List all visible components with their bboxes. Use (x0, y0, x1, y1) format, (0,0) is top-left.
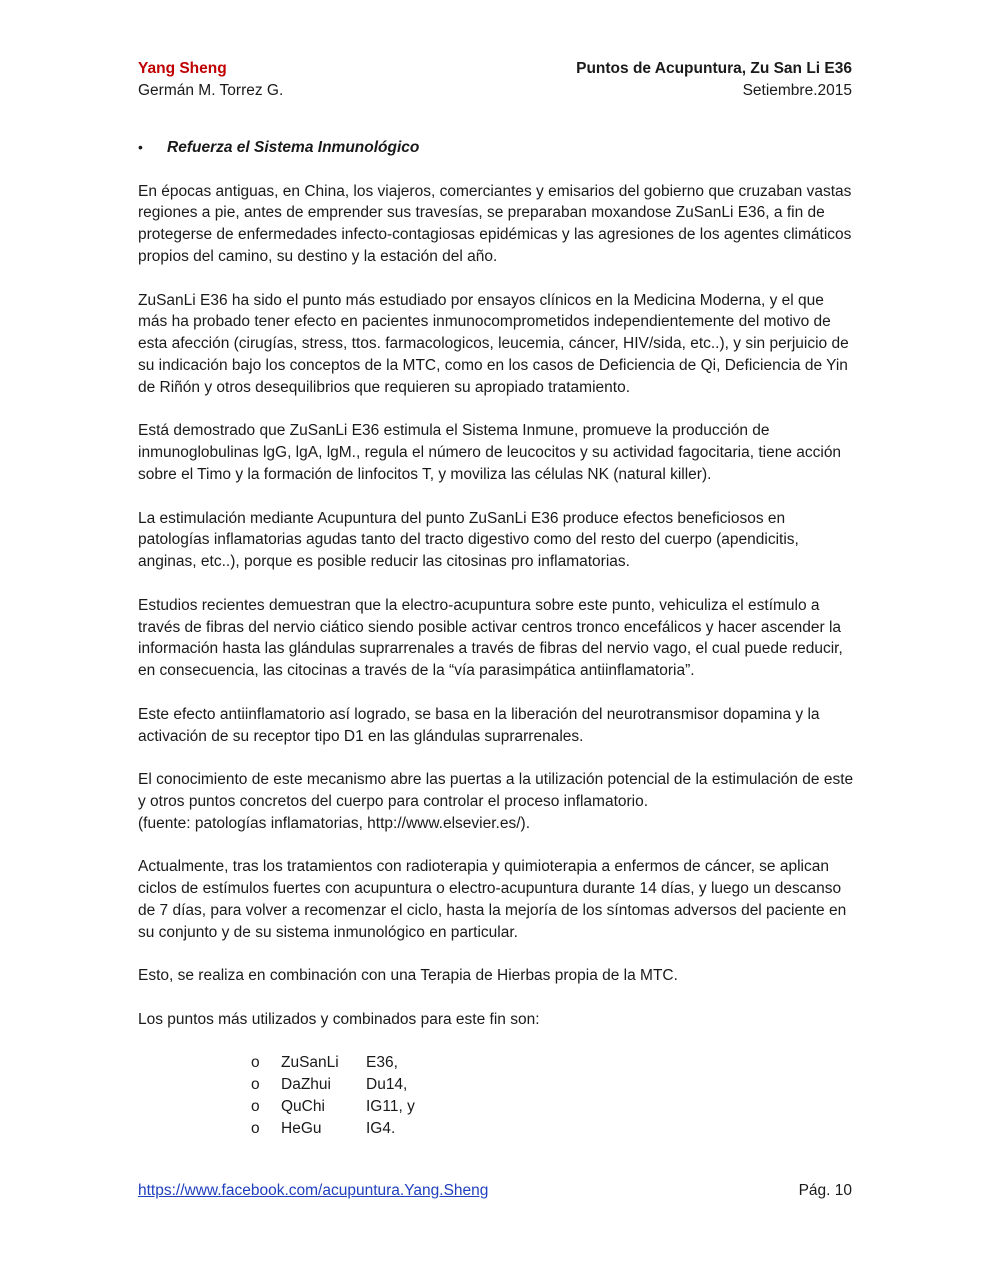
points-list (251, 1052, 854, 1139)
paragraph: Estudios recientes demuestran que la electro-acupuntura sobre este punto, vehiculiza el estímulo a través de fibras del nervio ciático siendo posible activar centros tronco encefálicos y hacer ascender la información hasta las glándulas suprarrenales a través de fibras del nervio vago, el cual puede reducir, en consecuencia, las citocinas a través de la “vía parasimpática antiinflamatoria”. (138, 596, 843, 680)
point-code: IG11, y (366, 1098, 415, 1116)
facebook-link[interactable]: https://www.facebook.com/acupuntura.Yang.Sheng (138, 1182, 489, 1199)
paragraph: Los puntos más utilizados y combinados para este fin son: (138, 1010, 540, 1028)
page-footer (138, 1180, 852, 1202)
point-code: IG4. (366, 1119, 396, 1137)
point-name: HeGu (281, 1119, 322, 1137)
page-body (138, 137, 854, 1140)
point-code: E36, (366, 1054, 398, 1072)
section-heading-text: Refuerza el Sistema Inmunológico (167, 139, 420, 156)
circle-bullet-icon: o (251, 1076, 260, 1094)
section-heading (138, 137, 854, 159)
paragraph: La estimulación mediante Acupuntura del punto ZuSanLi E36 produce efectos beneficiosos en patologías inflamatorias agudas tanto del tracto digestivo como del resto del cuerpo (apendicitis, anginas, etc..), porque es posible reducir las citosinas pro inflamatorias. (138, 509, 799, 571)
page-number: Pág. 10 (798, 1182, 852, 1199)
paragraph: Actualmente, tras los tratamientos con radioterapia y quimioterapia a enfermos de cáncer, se aplican ciclos de estímulos fuertes con acupuntura o electro-acupuntura durante 14 días, y luego un descanso de 7 días, para volver a recomenzar el ciclo, hasta la mejoría de los síntomas adversos del paciente en su conjunto y de su sistema inmunológico en particular. (138, 858, 847, 941)
circle-bullet-icon: o (251, 1119, 260, 1137)
point-name: ZuSanLi (281, 1054, 339, 1072)
list-item (251, 1118, 854, 1140)
page-header (138, 58, 852, 102)
list-item (251, 1074, 854, 1096)
paragraph: En épocas antiguas, en China, los viajeros, comerciantes y emisarios del gobierno que cruzaban vastas regiones a pie, antes de emprender sus travesías, se preparaban moxandose ZuSanLi E36, a fin de protegerse de enfermedades infecto-contagiosas epidémicas y las agresiones de los agentes climáticos propios del camino, su destino y la estación del año. (138, 182, 852, 265)
header-row-1 (138, 58, 852, 80)
list-item (251, 1052, 854, 1074)
point-name: QuChi (281, 1098, 325, 1116)
paragraph: Esto, se realiza en combinación con una Terapia de Hierbas propia de la MTC. (138, 967, 678, 985)
mechanism-text: El conocimiento de este mecanismo abre las puertas a la utilización potencial de la estimulación de este y otros puntos concretos del cuerpo para controlar el proceso inflamatorio. (138, 771, 854, 810)
brand-name: Yang Sheng (138, 60, 227, 77)
list-item (251, 1096, 854, 1118)
point-name: DaZhui (281, 1076, 331, 1094)
bullet-icon: • (138, 139, 143, 155)
paragraph: Este efecto antiinflamatorio así logrado, se basa en la liberación del neurotransmisor dopamina y la activación de su receptor tipo D1 en las glándulas suprarrenales. (138, 705, 820, 745)
source-citation: (fuente: patologías inflamatorias, http://www.elsevier.es/). (138, 814, 530, 832)
document-date: Setiembre.2015 (742, 82, 852, 99)
point-code: Du14, (366, 1076, 408, 1094)
document-title: Puntos de Acupuntura, Zu San Li E36 (576, 60, 852, 77)
mechanism-paragraph (138, 769, 854, 834)
circle-bullet-icon: o (251, 1098, 260, 1116)
circle-bullet-icon: o (251, 1054, 260, 1072)
paragraph: ZuSanLi E36 ha sido el punto más estudiado por ensayos clínicos en la Medicina Moderna, y el que más ha probado tener efecto en pacientes inmunocomprometidos independientemente del motivo de esta afección (cirugías, stress, ttos. farmacologicos, leucemia, cáncer, HIV/sida, etc..), y sin perjuicio de su indicación bajo los conceptos de la MTC, como en los casos de Deficiencia de Qi, Deficiencia de Yin de Riñón y otros desequilibrios que requieren su apropiado tratamiento. (138, 291, 849, 396)
author-name: Germán M. Torrez G. (138, 82, 284, 99)
paragraph: Está demostrado que ZuSanLi E36 estimula el Sistema Inmune, promueve la producción de inmunoglobulinas lgG, lgA, lgM., regula el número de leucocitos y su actividad fagocitaria, tiene acción sobre el Timo y la formación de linfocitos T, y moviliza las células NK (natural killer). (138, 422, 842, 483)
header-row-2 (138, 80, 852, 102)
